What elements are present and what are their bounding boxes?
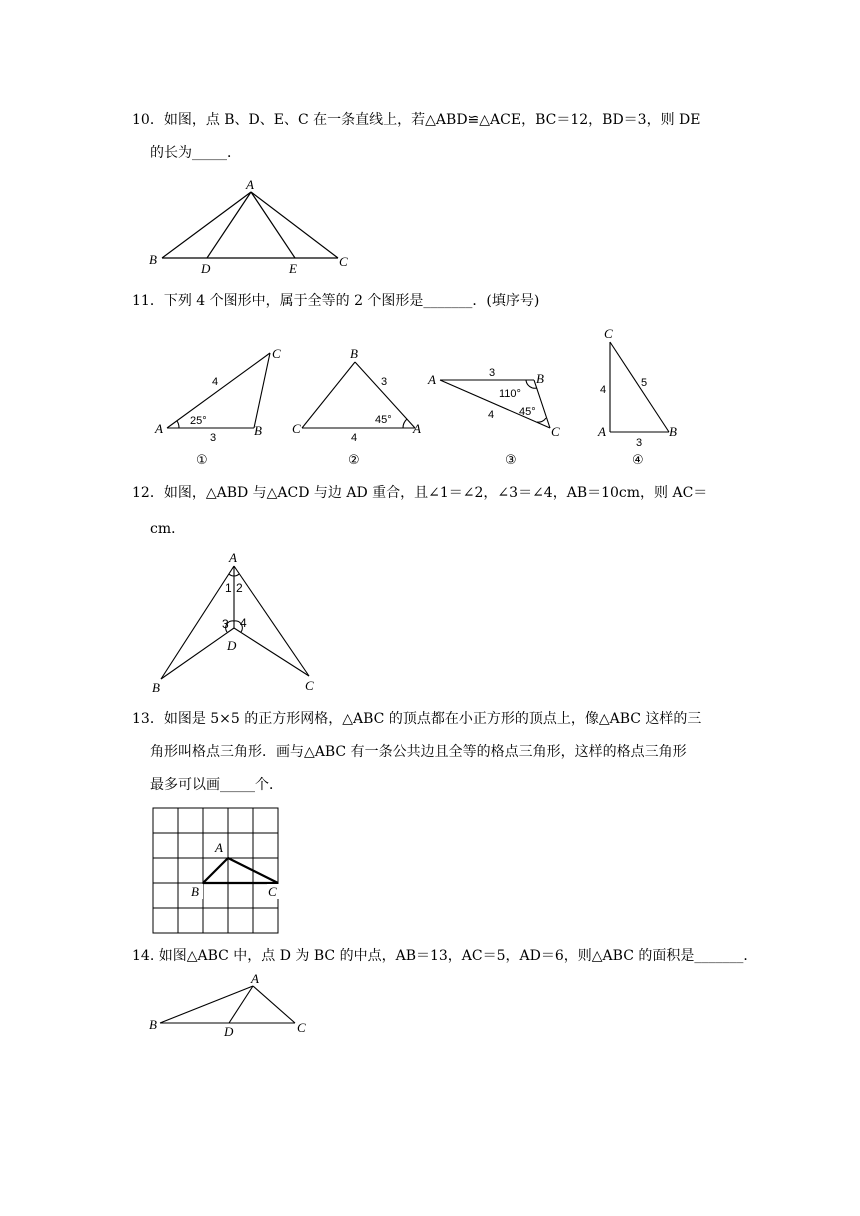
fig4-number: ④	[632, 452, 644, 467]
fig2-number: ②	[348, 452, 360, 467]
fig4-side-ab: 3	[636, 437, 643, 449]
q10-label-b: B	[149, 252, 157, 267]
q12-text-line1: 12．如图，△ABD 与△ACD 与边 AD 重合，且∠1＝∠2，∠3＝∠4，AB＝10cm，则 AC＝	[132, 485, 708, 501]
q13-label-b: B	[191, 884, 199, 899]
q10-label-a: A	[246, 177, 254, 192]
q14-label-a: A	[251, 971, 259, 986]
q14-figure	[140, 966, 320, 1040]
q12-label-c: C	[305, 678, 314, 693]
fig3-angle-b: 110°	[499, 388, 521, 400]
fig4-side-bc: 5	[641, 377, 648, 389]
q12-angle-4: 4	[240, 616, 247, 630]
q14-label-b: B	[149, 1017, 157, 1032]
q14-label-d: D	[224, 1024, 234, 1039]
q12-angle-2: 2	[236, 581, 243, 595]
fig1-label-a: A	[155, 421, 163, 436]
q12-angle-3: 3	[222, 617, 229, 631]
fig3-angle-c: 45°	[519, 406, 536, 418]
q12-text-line2: cm．	[150, 521, 186, 537]
q14-label-c: C	[297, 1020, 306, 1035]
fig3-side-ac: 4	[488, 409, 495, 421]
q12-figure	[145, 546, 335, 696]
q10-text-line2: 的长为_____．	[150, 145, 241, 161]
q12-label-b: B	[152, 680, 160, 695]
fig2-side-ab: 3	[381, 376, 388, 388]
fig2-label-a: A	[413, 421, 421, 436]
q11-figure-1	[150, 340, 290, 470]
fig3-number: ③	[505, 452, 517, 467]
q10-figure	[140, 172, 370, 276]
q11-figure-2	[290, 340, 430, 470]
q14-text-line1: 14. 如图△ABC 中，点 D 为 BC 的中点，AB＝13，AC＝5，AD＝6，则△ABC 的面积是_______．	[132, 948, 758, 964]
q13-grid-figure	[148, 804, 284, 934]
q11-figure-4	[590, 322, 700, 470]
q13-text-line3: 最多可以画_____个．	[150, 777, 283, 793]
fig4-label-b: B	[669, 424, 677, 439]
fig2-label-c: C	[292, 421, 301, 436]
fig1-label-c: C	[272, 346, 281, 361]
fig1-number: ①	[196, 452, 208, 467]
fig2-label-b: B	[350, 346, 358, 361]
q12-label-a: A	[229, 550, 237, 565]
fig1-angle: 25°	[190, 415, 207, 427]
fig3-label-a: A	[428, 372, 436, 387]
fig1-side-ac: 4	[212, 376, 219, 388]
fig4-label-a: A	[598, 424, 606, 439]
fig3-label-b: B	[536, 371, 544, 386]
q12-label-d: D	[227, 638, 237, 653]
q13-label-c: C	[268, 884, 277, 899]
q12-angle-1: 1	[225, 581, 232, 595]
q10-text-line1: 10．如图，点 B、D、E、C 在一条直线上，若△ABD≌△ACE，BC＝12，BD＝3，则 DE	[132, 112, 701, 128]
fig3-label-c: C	[551, 424, 560, 439]
q11-figure-3	[425, 340, 575, 470]
fig2-side-ca: 4	[351, 432, 358, 444]
q10-label-d: D	[201, 261, 211, 276]
fig4-label-c: C	[604, 326, 613, 341]
fig2-angle: 45°	[375, 414, 392, 426]
q13-text-line2: 角形叫格点三角形．画与△ABC 有一条公共边且全等的格点三角形，这样的格点三角形	[150, 744, 687, 760]
q10-label-e: E	[289, 261, 297, 276]
fig4-side-ac: 4	[600, 384, 607, 396]
q10-label-c: C	[339, 254, 348, 269]
q13-label-a: A	[215, 840, 223, 855]
fig1-label-b: B	[254, 423, 262, 438]
fig1-side-ab: 3	[210, 432, 217, 444]
q11-text-line1: 11．下列 4 个图形中，属于全等的 2 个图形是_______．(填序号)	[132, 293, 540, 309]
q13-text-line1: 13．如图是 5×5 的正方形网格，△ABC 的顶点都在小正方形的顶点上，像△ABC 这样的三	[132, 711, 702, 727]
fig3-side-ab: 3	[489, 367, 496, 379]
